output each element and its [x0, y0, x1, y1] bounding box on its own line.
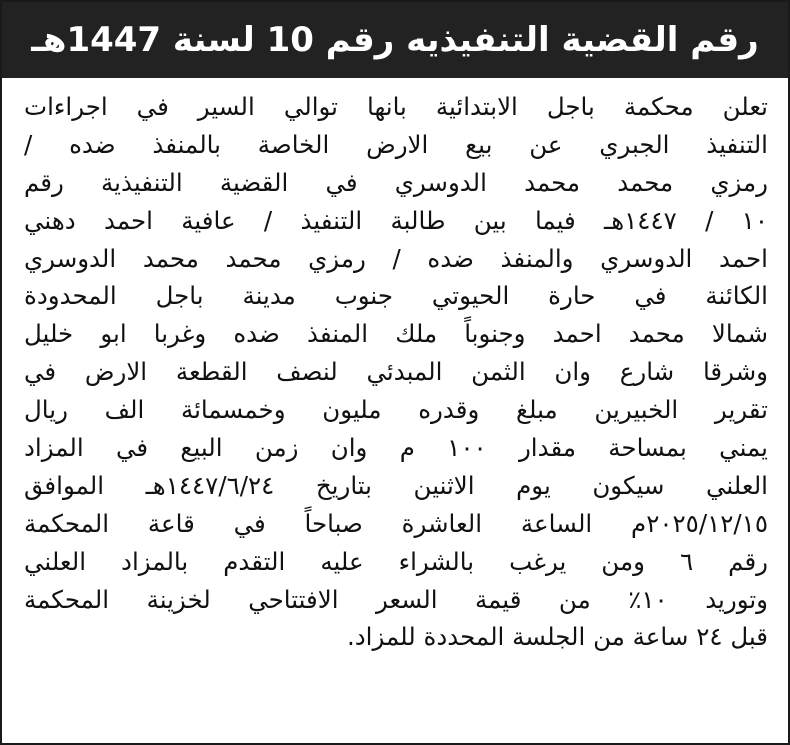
- title-bar: [2, 2, 788, 78]
- body-line: رمزي محمد محمد الدوسري في القضية التنفيذية رقم: [24, 167, 768, 197]
- body-line: الكائنة في حارة الحيوتي جنوب مدينة باجل المحدودة: [24, 281, 768, 311]
- body-line: ١٠ / ١٤٤٧هـ فيما بين طالبة التنفيذ / عافية احمد دهني: [24, 205, 768, 235]
- notice-body: [24, 88, 768, 656]
- body-line: وشرقا شارع وان الثمن المبدئي لنصف القطعة الارض في: [24, 357, 768, 387]
- body-line: تعلن محكمة باجل الابتدائية بانها توالي السير في اجراءات: [24, 92, 768, 121]
- body-line: احمد الدوسري والمنفذ ضده / رمزي محمد محمد الدوسري: [24, 243, 768, 273]
- body-line: تقرير الخبيرين مبلغ وقدره مليون وخمسمائة الف ريال: [24, 395, 768, 425]
- body-line: قبل ٢٤ ساعة من الجلسة المحددة للمزاد.: [346, 622, 768, 652]
- body-line: ٢٠٢٥/١٢/١٥م الساعة العاشرة صباحاً في قاعة المحكمة: [24, 508, 768, 538]
- body-line: وتوريد ١٠٪ من قيمة السعر الافتتاحي لخزينة المحكمة: [24, 584, 768, 614]
- notice-title: رقم القضية التنفيذيه رقم 10 لسنة 1447هـ: [31, 20, 759, 60]
- body-line: شمالا محمد احمد وجنوباً ملك المنفذ ضده وغربا ابو خليل: [24, 319, 768, 349]
- body-line: العلني سيكون يوم الاثنين بتاريخ ١٤٤٧/٦/٢٤هـ الموافق: [24, 470, 768, 500]
- body-line: يمني بمساحة مقدار ١٠٠ م وان زمن البيع في المزاد: [24, 433, 768, 463]
- body-line: رقم ٦ ومن يرغب بالشراء عليه التقدم بالمزاد العلني: [24, 546, 768, 576]
- body-line: التنفيذ الجبري عن بيع الارض الخاصة بالمنفذ ضده /: [24, 129, 768, 159]
